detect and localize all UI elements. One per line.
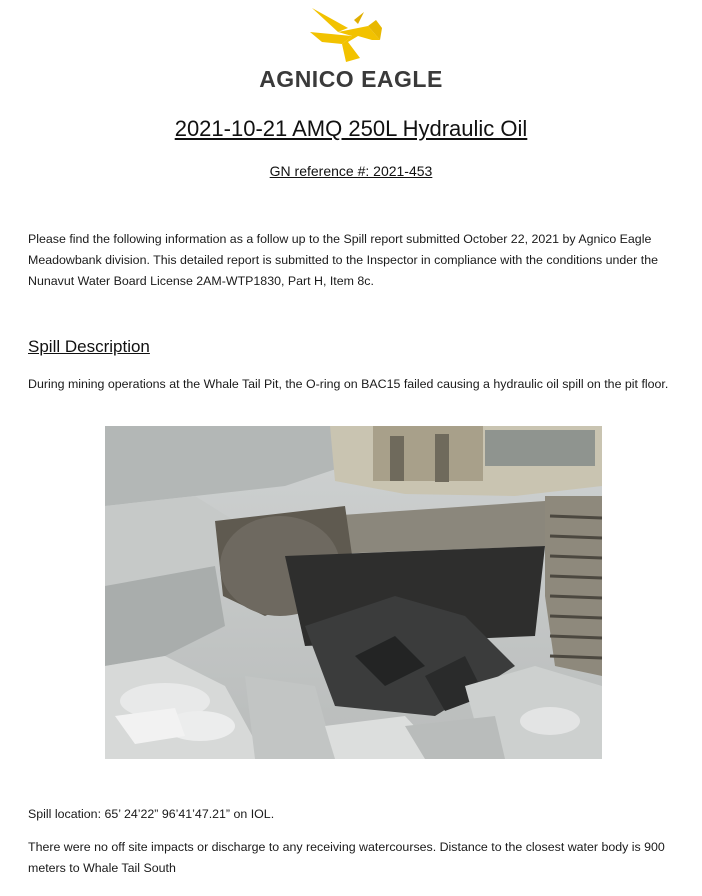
intro-paragraph: Please find the following information as a follow up to the Spill report submitted October 22, 2021 by Agnico Eagle Meadowbank division. This detailed report is submitted to the Inspector in compliance with the conditions under the Nunavut Water Board License 2AM-WTP1830, Part H, Item 8c. xyxy=(28,232,658,288)
document-title: 2021-10-21 AMQ 250L Hydraulic Oil xyxy=(174,116,528,141)
impacts-paragraph: There were no off site impacts or discharge to any receiving watercourses. Distance to the closest water body is 900 meters to Whale Tail South xyxy=(28,840,665,875)
logo-wordmark: AGNICO EAGLE xyxy=(259,66,443,92)
eagle-logo-icon xyxy=(308,6,388,64)
spill-site-photo xyxy=(105,426,602,759)
reference-number: GN reference #: 2021-453 xyxy=(269,163,433,179)
section-heading-spill-description: Spill Description xyxy=(28,337,150,356)
spill-location: Spill location: 65’ 24’22” 96’41’47.21” on IOL. xyxy=(28,807,275,821)
company-logo xyxy=(0,0,702,100)
spill-description-paragraph: During mining operations at the Whale Tail Pit, the O-ring on BAC15 failed causing a hydraulic oil spill on the pit floor. xyxy=(28,377,669,391)
